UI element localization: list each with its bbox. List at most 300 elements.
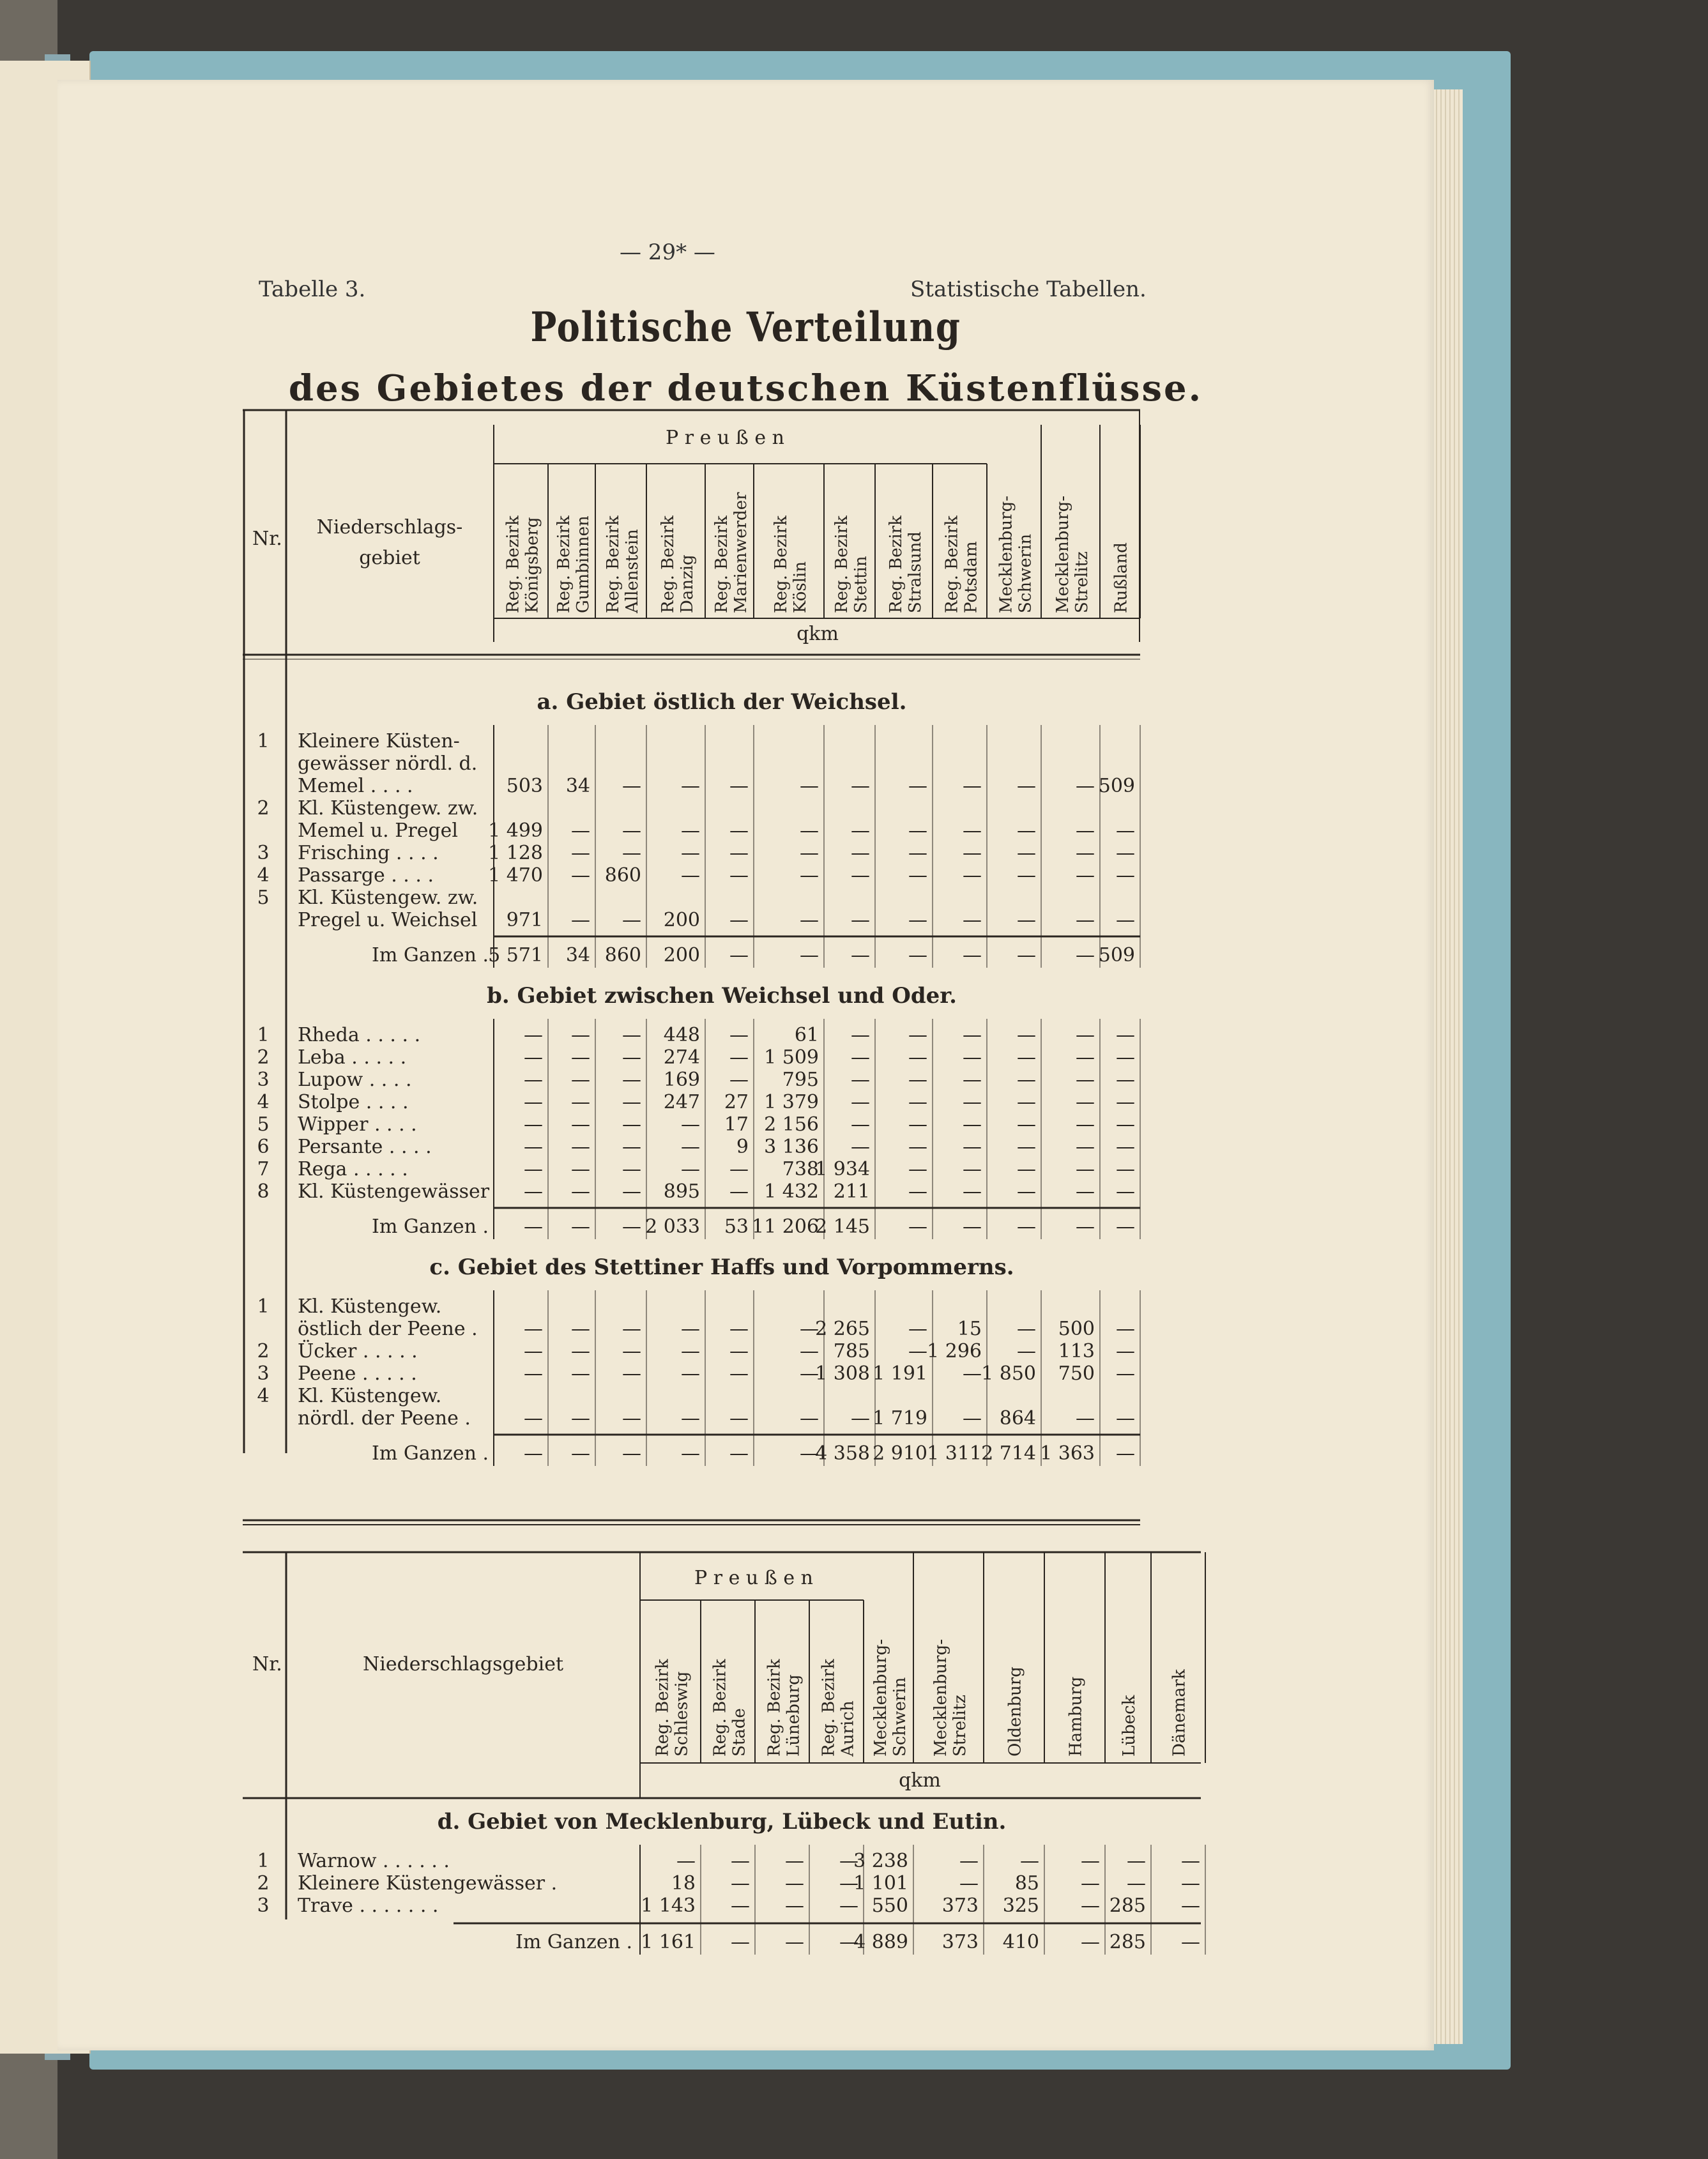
data-cell: 895 — [663, 1180, 700, 1203]
data-cell: — — [1116, 1046, 1135, 1069]
data-cell: — — [800, 1318, 819, 1340]
row-number: 3 — [257, 1069, 270, 1091]
data-cell: — — [729, 864, 749, 887]
data-cell: — — [1081, 1872, 1100, 1895]
data-cell: 1 719 — [873, 1407, 927, 1430]
data-cell: — — [800, 775, 819, 797]
col-header-line2: Allenstein — [623, 529, 642, 613]
data-cell: — — [622, 1180, 641, 1203]
data-cell: — — [571, 1091, 590, 1113]
col-header-line2: Lüneburg — [784, 1674, 804, 1757]
row-number: 1 — [257, 730, 270, 752]
total-cell: 2 714 — [981, 1442, 1036, 1465]
data-cell: — — [963, 909, 982, 931]
col-header-line1: Reg. Bezirk — [832, 515, 851, 613]
total-cell: 2 033 — [645, 1216, 700, 1238]
data-cell: — — [681, 1158, 700, 1180]
data-cell: — — [851, 1024, 870, 1046]
row-label: Passarge . . . . — [298, 864, 434, 887]
data-cell: — — [681, 1113, 700, 1136]
data-cell: — — [1076, 1046, 1095, 1069]
total-cell: — — [729, 1442, 749, 1465]
data-cell: — — [963, 864, 982, 887]
col-header-line2: Strelitz — [950, 1695, 970, 1757]
data-cell: — — [1116, 1136, 1135, 1158]
row-label: Wipper . . . . — [298, 1113, 417, 1136]
col-header-line2: Schleswig — [672, 1671, 692, 1757]
data-cell: — — [963, 842, 982, 864]
data-cell: 1 470 — [488, 864, 543, 887]
total-cell: — — [785, 1931, 804, 1953]
row-label: Kl. Küstengew. — [298, 1385, 442, 1407]
data-cell: — — [681, 1318, 700, 1340]
section-title: a. Gebiet östlich der Weichsel. — [537, 689, 907, 715]
area-header-line2: gebiet — [359, 547, 420, 569]
col-header-line2: Köslin — [791, 561, 810, 613]
data-cell: — — [800, 909, 819, 931]
data-cell: — — [622, 1407, 641, 1430]
data-cell: — — [1017, 1069, 1036, 1091]
data-cell: — — [622, 1136, 641, 1158]
data-cell: — — [524, 1091, 543, 1113]
data-cell: — — [1017, 1113, 1036, 1136]
col-header-line1: Dänemark — [1170, 1669, 1189, 1757]
col-header-line2: Aurich — [838, 1700, 858, 1757]
data-cell: — — [524, 1113, 543, 1136]
row-label: Peene . . . . . — [298, 1362, 417, 1385]
data-cell: — — [908, 842, 927, 864]
data-cell: 1 379 — [764, 1091, 819, 1113]
total-cell: — — [1116, 1216, 1135, 1238]
data-cell: — — [1116, 1318, 1135, 1340]
total-cell: 410 — [1002, 1931, 1039, 1953]
unit-label-2: qkm — [899, 1769, 941, 1792]
data-cell: — — [1076, 775, 1095, 797]
total-label: Im Ganzen . — [372, 1216, 489, 1238]
nr-header: Nr. — [252, 528, 282, 550]
data-cell: — — [1017, 1318, 1036, 1340]
data-cell: — — [681, 864, 700, 887]
data-cell: 61 — [794, 1024, 819, 1046]
total-cell: — — [1116, 1442, 1135, 1465]
data-cell: — — [571, 1318, 590, 1340]
data-cell: — — [1116, 842, 1135, 864]
row-label: Kleinere Küsten- — [298, 730, 460, 752]
data-cell: 1 128 — [488, 842, 543, 864]
row-number: 2 — [257, 797, 270, 820]
data-cell: 1 432 — [764, 1180, 819, 1203]
total-cell: — — [622, 1216, 641, 1238]
row-number: 5 — [257, 1113, 270, 1136]
series-title: Statistische Tabellen. — [910, 277, 1147, 302]
data-cell: 27 — [724, 1091, 749, 1113]
data-cell: — — [800, 820, 819, 842]
data-cell: — — [963, 1069, 982, 1091]
col-header-line1: Reg. Bezirk — [942, 515, 962, 613]
data-cell: — — [1020, 1850, 1039, 1872]
data-cell: — — [681, 842, 700, 864]
row-label: Warnow . . . . . . — [298, 1850, 450, 1872]
total-cell: — — [908, 944, 927, 966]
data-cell: — — [1081, 1850, 1100, 1872]
data-cell: — — [571, 1113, 590, 1136]
col-header-line2: Schwerin — [890, 1677, 910, 1757]
data-cell: 1 143 — [641, 1895, 696, 1917]
data-cell: — — [729, 820, 749, 842]
data-cell: — — [571, 1024, 590, 1046]
data-cell: 1 850 — [981, 1362, 1036, 1385]
data-cell: — — [1116, 1069, 1135, 1091]
page-number: — 29* — — [620, 240, 715, 265]
data-cell: — — [800, 1407, 819, 1430]
data-cell: — — [963, 1136, 982, 1158]
total-cell: 1 161 — [641, 1931, 696, 1953]
col-header-line1: Reg. Bezirk — [765, 1659, 784, 1757]
col-header-line1: Rußland — [1111, 542, 1131, 613]
data-cell: — — [908, 775, 927, 797]
data-cell: — — [800, 1340, 819, 1362]
data-cell: — — [681, 1407, 700, 1430]
data-cell: 247 — [663, 1091, 700, 1113]
col-header-line2: Stettin — [851, 556, 871, 613]
page-subtitle: des Gebietes der deutschen Küstenflüsse. — [288, 367, 1203, 409]
data-cell: 1 308 — [815, 1362, 870, 1385]
data-cell: — — [1116, 1362, 1135, 1385]
data-cell: 1 499 — [488, 820, 543, 842]
data-cell: — — [851, 864, 870, 887]
row-label: Rheda . . . . . — [298, 1024, 421, 1046]
data-cell: — — [963, 1091, 982, 1113]
data-cell: — — [851, 1113, 870, 1136]
col-header-line1: Mecklenburg- — [871, 1638, 890, 1757]
data-cell: — — [731, 1850, 750, 1872]
data-cell: 200 — [663, 909, 700, 931]
data-cell: — — [785, 1895, 804, 1917]
data-cell: — — [1116, 909, 1135, 931]
data-cell: 860 — [604, 864, 641, 887]
data-cell: — — [1017, 1091, 1036, 1113]
data-cell: — — [1076, 820, 1095, 842]
data-cell: — — [908, 1180, 927, 1203]
data-cell: — — [851, 1136, 870, 1158]
data-cell: 18 — [671, 1872, 696, 1895]
data-cell: — — [851, 842, 870, 864]
data-cell: — — [729, 1340, 749, 1362]
data-cell: 1 191 — [873, 1362, 927, 1385]
col-header-line1: Mecklenburg- — [1053, 495, 1072, 613]
data-cell: — — [681, 1136, 700, 1158]
row-label: Kl. Küstengew. — [298, 1295, 442, 1318]
data-cell: — — [1017, 1046, 1036, 1069]
data-cell: — — [851, 820, 870, 842]
data-cell: — — [908, 820, 927, 842]
col-header-line1: Mecklenburg- — [996, 495, 1016, 613]
total-cell: 860 — [604, 944, 641, 966]
data-cell: — — [571, 1180, 590, 1203]
data-cell: — — [1181, 1895, 1200, 1917]
data-cell: — — [731, 1872, 750, 1895]
col-header-line1: Reg. Bezirk — [710, 1659, 730, 1757]
data-cell: 503 — [506, 775, 543, 797]
data-cell: — — [1116, 1340, 1135, 1362]
data-cell: — — [524, 1046, 543, 1069]
data-cell: — — [1076, 1069, 1095, 1091]
data-cell: 550 — [871, 1895, 908, 1917]
section-title-d: d. Gebiet von Mecklenburg, Lübeck und Eutin. — [437, 1809, 1007, 1835]
data-cell: 1 509 — [764, 1046, 819, 1069]
data-cell: — — [851, 909, 870, 931]
data-cell: — — [524, 1407, 543, 1430]
data-cell: — — [1017, 1180, 1036, 1203]
data-cell: — — [1017, 775, 1036, 797]
row-number: 4 — [257, 1385, 270, 1407]
data-cell: — — [1116, 1091, 1135, 1113]
data-cell: — — [1116, 820, 1135, 842]
data-cell: — — [963, 1180, 982, 1203]
data-cell: — — [571, 1362, 590, 1385]
data-cell: — — [908, 1069, 927, 1091]
data-cell: — — [1076, 842, 1095, 864]
total-cell: — — [851, 944, 870, 966]
data-cell: — — [571, 1340, 590, 1362]
data-cell: 169 — [663, 1069, 700, 1091]
col-header-line1: Reg. Bezirk — [819, 1659, 839, 1757]
section-title: c. Gebiet des Stettiner Haffs und Vorpommerns. — [429, 1255, 1014, 1280]
data-cell: 113 — [1058, 1340, 1095, 1362]
data-cell: — — [571, 909, 590, 931]
total-cell: — — [571, 1216, 590, 1238]
row-number: 1 — [257, 1295, 270, 1318]
data-cell: 971 — [506, 909, 543, 931]
data-cell: 864 — [999, 1407, 1036, 1430]
data-cell: — — [729, 1024, 749, 1046]
col-header-line2: Schwerin — [1016, 533, 1035, 613]
data-cell: — — [851, 1069, 870, 1091]
section-title: b. Gebiet zwischen Weichsel und Oder. — [487, 983, 957, 1009]
data-cell: 17 — [724, 1113, 749, 1136]
total-cell: — — [524, 1216, 543, 1238]
data-cell: — — [963, 820, 982, 842]
data-cell: — — [1116, 864, 1135, 887]
data-cell: — — [908, 909, 927, 931]
group-header-preussen-2: P r e u ß e n — [694, 1567, 813, 1589]
row-number: 8 — [257, 1180, 270, 1203]
area-header-line1: Niederschlags- — [316, 516, 463, 538]
data-cell: — — [622, 1091, 641, 1113]
row-number: 4 — [257, 1091, 270, 1113]
data-cell: — — [963, 1046, 982, 1069]
total-cell: 4 358 — [815, 1442, 870, 1465]
total-label: Im Ganzen . — [372, 944, 489, 966]
total-cell: 2 910 — [873, 1442, 927, 1465]
total-cell: — — [622, 1442, 641, 1465]
row-label: Lupow . . . . — [298, 1069, 412, 1091]
row-number: 2 — [257, 1340, 270, 1362]
data-cell: — — [963, 1362, 982, 1385]
data-cell: — — [1017, 842, 1036, 864]
row-number: 7 — [257, 1158, 270, 1180]
total-label: Im Ganzen . — [372, 1442, 489, 1465]
page — [57, 80, 1434, 2050]
data-cell: — — [959, 1872, 979, 1895]
data-cell: — — [1076, 909, 1095, 931]
data-cell: — — [963, 1158, 982, 1180]
col-header-line2: Stralsund — [906, 531, 925, 613]
data-cell: — — [800, 1362, 819, 1385]
data-cell: — — [908, 1158, 927, 1180]
row-label: Frisching . . . . — [298, 842, 439, 864]
row-number: 3 — [257, 1362, 270, 1385]
data-cell: — — [524, 1024, 543, 1046]
row-label: gewässer nördl. d. — [298, 752, 478, 775]
data-cell: — — [785, 1850, 804, 1872]
data-cell: 9 — [736, 1136, 749, 1158]
data-cell: 2 156 — [764, 1113, 819, 1136]
data-cell: — — [839, 1850, 858, 1872]
row-label: Stolpe . . . . — [298, 1091, 409, 1113]
total-cell: — — [800, 1442, 819, 1465]
data-cell: — — [681, 1340, 700, 1362]
row-label: Kl. Küstengew. zw. — [298, 797, 478, 820]
data-cell: — — [1017, 909, 1036, 931]
data-cell: — — [681, 820, 700, 842]
data-cell: 1 101 — [853, 1872, 908, 1895]
data-cell: — — [1076, 1113, 1095, 1136]
total-cell: 1 363 — [1040, 1442, 1095, 1465]
data-cell: — — [729, 1318, 749, 1340]
data-cell: — — [1181, 1872, 1200, 1895]
data-cell: — — [524, 1180, 543, 1203]
data-cell: — — [908, 1024, 927, 1046]
data-cell: — — [622, 842, 641, 864]
data-cell: — — [571, 1158, 590, 1180]
total-cell: 509 — [1098, 944, 1135, 966]
data-cell: 500 — [1058, 1318, 1095, 1340]
total-cell: — — [731, 1931, 750, 1953]
row-label: Memel u. Pregel — [298, 820, 459, 842]
row-number: 5 — [257, 887, 270, 909]
row-number: 3 — [257, 842, 270, 864]
data-cell: — — [1076, 864, 1095, 887]
total-cell: 53 — [724, 1216, 749, 1238]
col-header-line1: Reg. Bezirk — [503, 515, 523, 613]
data-cell: — — [729, 1069, 749, 1091]
data-cell: — — [729, 1046, 749, 1069]
data-cell: — — [963, 1024, 982, 1046]
col-header-line1: Reg. Bezirk — [554, 515, 574, 613]
total-cell: 4 889 — [853, 1931, 908, 1953]
total-cell: 373 — [942, 1931, 979, 1953]
data-cell: 211 — [833, 1180, 870, 1203]
data-cell: — — [729, 909, 749, 931]
row-number: 4 — [257, 864, 270, 887]
data-cell: 795 — [782, 1069, 819, 1091]
data-cell: — — [622, 909, 641, 931]
data-cell: — — [729, 1407, 749, 1430]
data-cell: — — [729, 1158, 749, 1180]
data-cell: — — [963, 775, 982, 797]
data-cell: — — [524, 1362, 543, 1385]
data-cell: — — [800, 864, 819, 887]
data-cell: — — [1076, 1136, 1095, 1158]
data-cell: — — [1017, 1024, 1036, 1046]
data-cell: — — [1116, 1024, 1135, 1046]
data-cell: 738 — [782, 1158, 819, 1180]
col-header-line2: Marienwerder — [731, 492, 751, 613]
data-cell: — — [1116, 1180, 1135, 1203]
col-header-line1: Reg. Bezirk — [604, 515, 623, 613]
data-cell: — — [1017, 1158, 1036, 1180]
row-label: Kleinere Küstengewässer . — [298, 1872, 558, 1895]
data-cell: — — [622, 820, 641, 842]
data-cell: — — [622, 1046, 641, 1069]
data-cell: — — [571, 1407, 590, 1430]
data-cell: — — [1076, 1091, 1095, 1113]
data-cell: — — [729, 775, 749, 797]
data-cell: — — [524, 1318, 543, 1340]
group-header-preussen: P r e u ß e n — [666, 427, 784, 449]
row-number: 1 — [257, 1850, 270, 1872]
row-number: 6 — [257, 1136, 270, 1158]
data-cell: — — [571, 864, 590, 887]
data-cell: — — [729, 1362, 749, 1385]
data-cell: — — [963, 1113, 982, 1136]
data-cell: 85 — [1014, 1872, 1039, 1895]
data-cell: — — [963, 1407, 982, 1430]
col-header-line1: Reg. Bezirk — [772, 515, 791, 613]
total-cell: — — [1181, 1931, 1200, 1953]
row-label: nördl. der Peene . — [298, 1407, 471, 1430]
data-cell: — — [1017, 820, 1036, 842]
row-number: 2 — [257, 1872, 270, 1895]
col-header-line1: Reg. Bezirk — [712, 515, 731, 613]
col-header-line1: Reg. Bezirk — [887, 515, 906, 613]
data-cell: — — [1081, 1895, 1100, 1917]
data-cell: — — [622, 1113, 641, 1136]
unit-label: qkm — [797, 623, 839, 645]
data-cell: 15 — [957, 1318, 982, 1340]
table-label: Tabelle 3. — [259, 277, 366, 302]
row-label: Trave . . . . . . . — [298, 1895, 439, 1917]
col-header-line2: Königsberg — [522, 517, 542, 613]
data-cell: — — [524, 1158, 543, 1180]
data-cell: — — [908, 1340, 927, 1362]
col-header-line2: Gumbinnen — [574, 515, 593, 613]
data-cell: — — [622, 1362, 641, 1385]
page-title: Politische Verteilung — [530, 303, 961, 351]
data-cell: — — [839, 1872, 858, 1895]
data-cell: — — [571, 1046, 590, 1069]
total-cell: — — [681, 1442, 700, 1465]
col-header-line2: Strelitz — [1072, 551, 1092, 613]
data-cell: — — [1076, 1407, 1095, 1430]
data-cell: — — [729, 842, 749, 864]
col-header-line2: Potsdam — [961, 541, 981, 613]
total-cell: — — [1017, 944, 1036, 966]
col-header-line1: Hamburg — [1066, 1676, 1086, 1757]
data-cell: — — [908, 1113, 927, 1136]
data-cell: 373 — [942, 1895, 979, 1917]
total-cell: — — [571, 1442, 590, 1465]
total-cell: — — [1076, 1216, 1095, 1238]
data-cell: — — [571, 1136, 590, 1158]
data-cell: 448 — [663, 1024, 700, 1046]
data-cell: — — [1076, 1158, 1095, 1180]
data-cell: — — [851, 1407, 870, 1430]
data-cell: — — [908, 1091, 927, 1113]
total-cell: — — [800, 944, 819, 966]
col-header-line1: Oldenburg — [1005, 1667, 1025, 1757]
